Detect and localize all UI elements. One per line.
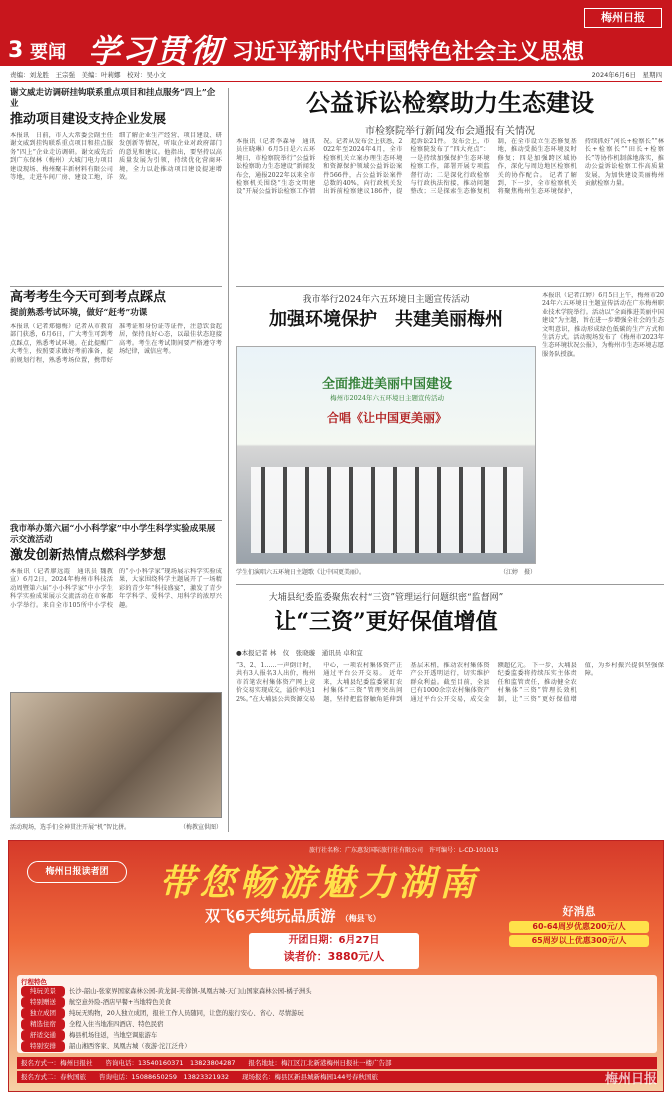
contact-row: 报名方式二：春秋国旅 咨询电话：15088650259 13823321932 现场报名：梅县区新县城新梅园144号春秋国旅 <box>17 1071 657 1083</box>
tel-label: 咨询电话 <box>99 1073 125 1081</box>
sanzi-para: 近年来，大埔县纪委监委紧盯农村集体“三资”管理突出问题，坚持把监督触角延伸到基层末梢，推动农村集体资产公开透明运行，切实维护群众利益。截至目前，全县已有1000余宗农村集体资产通过平台公开交易，成交金额超亿元。 <box>323 662 530 703</box>
offer-line: 60-64周岁优惠200元/人 <box>509 921 649 933</box>
science-photo <box>10 692 222 818</box>
section-label: 要闻 <box>30 42 66 63</box>
sanzi-para: “3、2、1……一声倒计时，共有3人报名3人出价，梅州市首笔农村集体资产网上竞价交易实现成交，溢价率达12%。”在大埔县公共资源交易中心，一项农村集体资产正通过平台公开交易。 <box>236 662 403 703</box>
ad-contacts <box>17 1055 657 1083</box>
offer-title: 好消息 <box>562 905 596 918</box>
issue-date: 2024年6月6日 星期四 <box>591 71 662 79</box>
ad-depart-date: 开团日期：6月27日 <box>288 935 380 946</box>
itinerary-value: 纯玩无购物，20人独立成团，报社工作人员随同，让您的旅行安心、省心、尽情游玩 <box>69 1010 304 1017</box>
photo-caption <box>10 822 222 831</box>
article-title: 推动项目建设支持企业发展 <box>10 112 167 127</box>
article-body: 本报讯（记者廖远霞 通讯员 魏教宣）6月2日，2024年梅州市科技活动周暨第六届“小小科学家”中小学生科学实验成果展示交流活动在市客都小学举行。来自全市105所中小学校的“小小科学家”现场展示科学实验成果，大家围绕科学主题展开了一场精彩的青少年“科技盛宴”，激发了青少年学科学、爱科学、用科学的浓厚兴趣。 <box>10 568 222 609</box>
article-title: 激发创新热情点燃科学梦想 <box>10 548 167 563</box>
calligraphy-title: 学习贯彻 <box>88 32 225 70</box>
contact-value: 梅州日报社 <box>60 1059 93 1067</box>
itinerary-item <box>21 997 653 1008</box>
contact-key: 报名方式二 <box>21 1073 54 1081</box>
env-body: 本报讯（记者江婷）6月5日上午，梅州市2024年六五环境日主题宣传活动在广东梅州职业技术学院举行。活动以“全面推进美丽中国建设”为主题，旨在进一步增强全社会的生态文明意识，推动形成绿色低碳的生产方式和生活方式。活动现场发布了《梅州市2023年生态环境状况公报》，为梅州市生态环境志愿服务队授旗。 <box>542 292 664 358</box>
tel-label: 咨询电话 <box>105 1059 132 1067</box>
page-number: 3 <box>8 38 24 63</box>
itinerary-key: 纯玩美景 <box>21 986 65 997</box>
env-kicker: 我市举行2024年六五环境日主题宣传活动 <box>302 295 470 305</box>
offer-line: 65周岁以上优惠300元/人 <box>509 935 649 947</box>
travel-ad <box>8 840 664 1092</box>
article-gaokao <box>10 290 222 473</box>
itinerary-item <box>21 986 653 997</box>
lead-para: 本报讯（记者李森导 通讯员庄晓琳）6月5日是六五环境日，市检察院举行“公益诉讼检察助力生态建设”新闻发布会，通报2022年以来全市检察机关围绕“生态文明建设”开展公益诉讼检察工作情况。记者从发布会上获悉，2022年至2024年4月，全市检察机关立案办理生态环境和资源保护领域公益诉讼案件566件，占公益诉讼案件总数的40%，向行政机关发出诉前检察建议186件，提起诉讼21件。 <box>236 138 450 196</box>
photo-slogan: 全面推进美丽中国建设 <box>321 377 452 392</box>
env-photo <box>236 346 536 564</box>
sanzi-body <box>236 662 664 832</box>
addr-value: 梅县区新县城新梅园144号春秋国旅 <box>274 1073 378 1081</box>
contact-key: 报名方式一 <box>21 1059 54 1067</box>
route-label: 行程特色 <box>21 978 47 986</box>
itinerary-value: 梅县机场往返，当地空调旅游车 <box>69 1032 158 1039</box>
article-title: 高考考生今天可到考点踩点 <box>10 290 167 305</box>
itinerary-key: 精选住宿 <box>21 1019 65 1030</box>
ad-subheadline <box>205 905 381 926</box>
itinerary-item <box>21 1008 653 1019</box>
lead-para: 记者了解到，下一步，全市检察机关将聚焦梅州生态环境保护，持续抓好“河长+检察长”“林长+检察长”“田长+检察长”等协作机制落地落实，推动公益诉讼检察工作高质量发展，为加快建设美丽梅州贡献检察力量。 <box>497 138 664 196</box>
ad-brand: 梅州日报读者团 <box>27 861 127 883</box>
itinerary-list <box>21 986 653 1052</box>
itinerary-key: 特别安排 <box>21 1041 65 1052</box>
lead-title: 公益诉讼检察助力生态建设 <box>306 88 594 117</box>
photo-credit: （梅教宣供图） <box>179 824 222 831</box>
contact-row: 报名方式一：梅州日报社 咨询电话：13540160371 13823804287 报名地址：梅江区江北新港梅州日报社一楼广告部 <box>17 1057 657 1069</box>
ad-price-box <box>249 933 419 969</box>
lead-para: 发布会上，市检察院发布了“四大亮点”：一是持续加强保护生态环境检察工作，部署开展专项监督行动；二是深化行政检察与行政执法衔接，推动问题整改；三是探索生态修复机制，在全市设立生态修复基地，推动受损生态环境及时修复；四是加强跨区域协作，深化与周边地区检察机关的协作配合。 <box>410 138 577 196</box>
ad-itinerary <box>17 975 657 1053</box>
ad-sub-tag: （梅县飞） <box>340 914 381 923</box>
tel-number: 15088650259 13823321932 <box>131 1073 229 1081</box>
contact-value: 春秋国旅 <box>60 1073 86 1081</box>
itinerary-key: 独立成团 <box>21 1008 65 1019</box>
env-header <box>236 292 536 332</box>
sanzi-title: 让“三资”更好保值增值 <box>274 609 498 635</box>
itinerary-value: 航空意外险-酒店早餐+当地特色美食 <box>69 999 172 1006</box>
sanzi-kicker: 大埔县纪委监委聚焦农村“三资”管理运行问题织密“监督网” <box>268 593 504 603</box>
ad-price: 读者价：3880元/人 <box>283 950 385 963</box>
photo-credit: （江婷 摄） <box>499 569 536 576</box>
itinerary-item <box>21 1030 653 1041</box>
choir-students <box>251 467 523 553</box>
itinerary-item <box>21 1019 653 1030</box>
meta-bar <box>10 70 662 82</box>
photo-song: 合唱《让中国更美丽》 <box>326 411 447 425</box>
article-kicker: 我市举办第六届“小小科学家”中小学生科学实验成果展示交流活动 <box>10 524 216 545</box>
article-project <box>10 88 222 242</box>
article-kicker: 谢文威走访调研挂钩联系重点项目和挂点服务“四上”企业 <box>10 88 216 109</box>
sanzi-para: 下一步，大埔县纪委监委将持续压实主体责任和监管责任，推动健全农村集体“三资”管理长效机制，让“三资”更好保值增值，为乡村振兴提供坚强保障。 <box>497 662 664 703</box>
sanzi-byline: ●本报记者 林 仪 张晓璇 通讯员 卓和宜 <box>236 649 363 657</box>
itinerary-key: 特别赠送 <box>21 997 65 1008</box>
itinerary-value: 韶山湘西客家、凤凰古城（夜游·沱江泛舟） <box>69 1043 191 1050</box>
ad-sub-text: 双飞6天纯玩品质游 <box>205 907 336 925</box>
itinerary-value: 长沙-韶山-张家界国家森林公园-黄龙洞-芙蓉镇-凤凰古城-天门山国家森林公园-橘子洲头 <box>69 988 312 995</box>
itinerary-value: 全程入住当地准四酒店、特色民宿 <box>69 1021 164 1028</box>
caption-text: 活动现场，选手们全神贯注开展“机”智比拼。 <box>10 824 131 831</box>
sanzi-header <box>236 590 536 637</box>
editors: 责编：刘龙胜 王宗强 美编：叶莉娜 校对：吴小文 <box>10 71 166 79</box>
lead-body <box>236 138 664 280</box>
theme-title: 习近平新时代中国特色社会主义思想 <box>232 39 585 65</box>
addr-value: 梅江区江北新港梅州日报社一楼广告部 <box>280 1059 392 1067</box>
page-banner <box>0 0 672 70</box>
addr-label: 报名地址 <box>248 1059 275 1067</box>
env-title: 加强环境保护 共建美丽梅州 <box>269 309 503 330</box>
ad-headline: 带您畅游魅力湖南 <box>159 862 480 904</box>
addr-label: 现场报名 <box>241 1073 268 1081</box>
tel-number: 13540160371 13823804287 <box>138 1059 236 1067</box>
lead-article-header <box>236 88 664 137</box>
lead-subtitle: 市检察院举行新闻发布会通报有关情况 <box>365 126 535 137</box>
photo-event: 梅州市2024年六五环境日主题宣传活动 <box>329 394 445 402</box>
watermark: 梅州日报 <box>604 1072 657 1087</box>
itinerary-item <box>21 1041 653 1052</box>
article-body: 本报讯 日前，市人大常委会副主任谢文威到挂钩联系重点项目和挂点服务“四上”企业走访调研。谢文威先后到广东保林（梅州）大城门电力项目建设现场、梅州聚丰新材料有限公司等地，走进车间厂房、建设工地，详细了解企业生产经营、项目建设、研发创新等情况，听取企业对政府部门的意见和建议。他指出，要坚持以高质量发展为引领，持续优化营商环境，全力以赴推动项目建设提速增效。 <box>10 132 222 182</box>
ad-offer <box>509 903 649 947</box>
article-body: 本报讯（记者郑德梅）记者从市教育部门获悉，6月6日，广大考生可到考点踩点，熟悉考试环境。在此提醒广大考生，按照要求做好考前准备，提前规划行程，熟悉考场位置，携带好准考证和身份证等证件，注意饮食起居，保持良好心态，以最佳状态迎接高考。考生在考试期间要严格遵守考场纪律，诚信应考。 <box>10 323 222 364</box>
article-science <box>10 524 222 684</box>
env-caption <box>236 567 536 576</box>
caption-text: 学生们演唱六五环境日主题歌《让中国更美丽》。 <box>236 569 366 576</box>
ad-agency: 旅行社名称：广东惠发国际旅行社有限公司 许可编号：L-CD-101013 <box>309 847 499 854</box>
itinerary-key: 舒适交通 <box>21 1030 65 1041</box>
newspaper-logo: 梅州日报 <box>584 8 662 28</box>
article-subtitle: 提前熟悉考试环境，做好“赶考”功课 <box>10 308 148 318</box>
